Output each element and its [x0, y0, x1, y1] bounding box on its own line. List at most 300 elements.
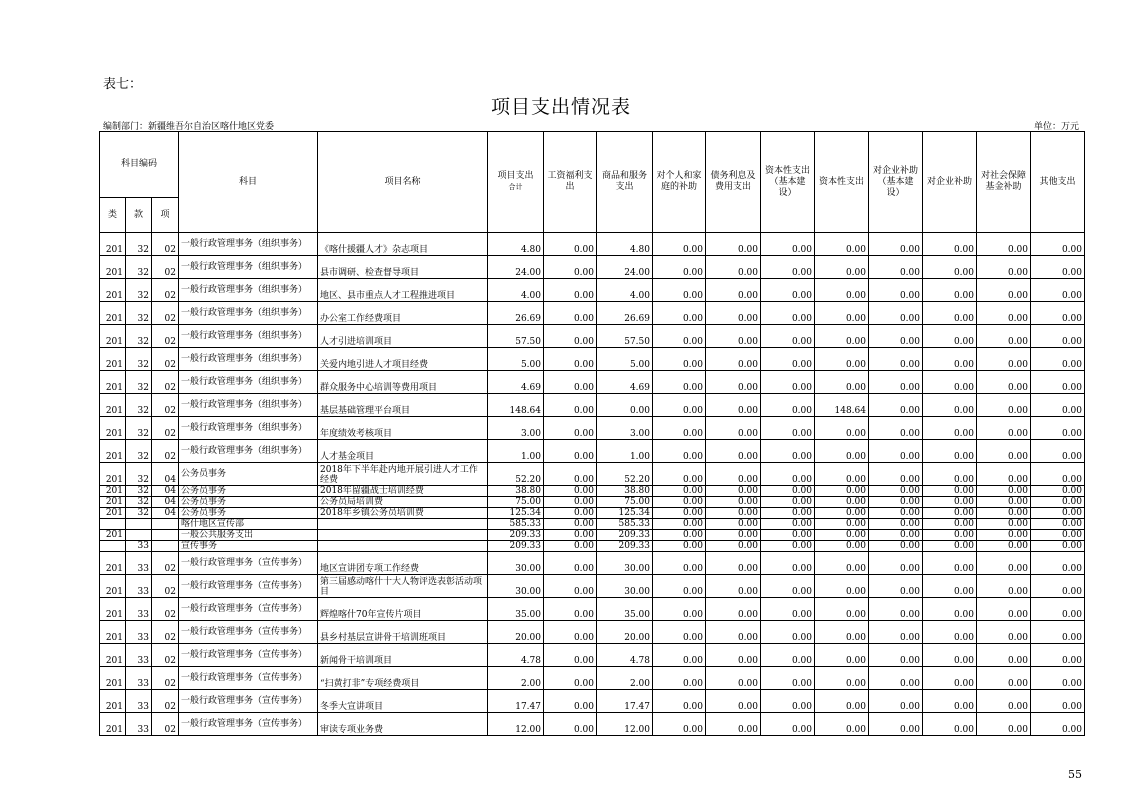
amount-cell: 0.00: [977, 486, 1031, 497]
amount-cell: 0.00: [1031, 486, 1085, 497]
amount-cell: 0.00: [869, 644, 923, 667]
kuan-cell: 32: [126, 417, 152, 440]
amount-cell: 0.00: [815, 667, 869, 690]
amount-cell: 585.33: [597, 519, 653, 530]
amount-cell: 52.20: [597, 463, 653, 486]
amount-cell: 0.00: [544, 713, 597, 736]
amount-cell: 0.00: [977, 256, 1031, 279]
project-name-cell: 人才基金项目: [318, 440, 488, 463]
subject-cell: 一般行政管理事务（组织事务）: [179, 440, 318, 463]
amount-cell: 0.00: [923, 371, 977, 394]
amount-cell: 0.00: [544, 371, 597, 394]
amount-cell: 0.00: [1031, 302, 1085, 325]
table-row: [100, 508, 1085, 519]
lei-cell: 201: [100, 713, 126, 736]
lei-cell: 201: [100, 508, 126, 519]
amount-cell: 30.00: [597, 552, 653, 575]
kuan-cell: 33: [126, 713, 152, 736]
amount-cell: 0.00: [1031, 713, 1085, 736]
amount-cell: 0.00: [977, 508, 1031, 519]
amount-cell: 0.00: [706, 440, 761, 463]
amount-cell: 0.00: [761, 497, 815, 508]
project-name-cell: 新闻骨干培训项目: [318, 644, 488, 667]
lei-cell: 201: [100, 394, 126, 417]
amount-cell: 209.33: [488, 541, 544, 552]
amount-cell: 0.00: [706, 575, 761, 598]
amount-cell: 0.00: [923, 233, 977, 256]
xiang-cell: 02: [152, 233, 179, 256]
xiang-cell: 04: [152, 497, 179, 508]
subject-cell: 一般行政管理事务（组织事务）: [179, 394, 318, 417]
table-row: [100, 713, 1085, 736]
amount-cell: 0.00: [977, 575, 1031, 598]
xiang-cell: 02: [152, 325, 179, 348]
amount-cell: 4.00: [488, 279, 544, 302]
amount-cell: 0.00: [1031, 575, 1085, 598]
amount-cell: 0.00: [761, 486, 815, 497]
amount-cell: 0.00: [706, 541, 761, 552]
amount-cell: 0.00: [544, 598, 597, 621]
amount-cell: 17.47: [597, 690, 653, 713]
amount-cell: 0.00: [977, 348, 1031, 371]
kuan-cell: 32: [126, 463, 152, 486]
amount-cell: 0.00: [544, 508, 597, 519]
project-name-cell: 2018年乡镇公务员培训费: [318, 508, 488, 519]
amount-cell: 0.00: [544, 621, 597, 644]
amount-cell: 0.00: [544, 575, 597, 598]
amount-cell: 0.00: [1031, 621, 1085, 644]
table-row: [100, 417, 1085, 440]
amount-cell: 0.00: [761, 371, 815, 394]
amount-cell: 0.00: [977, 279, 1031, 302]
lei-cell: 201: [100, 256, 126, 279]
amount-cell: 0.00: [653, 530, 706, 541]
amount-cell: 0.00: [1031, 552, 1085, 575]
table-row: [100, 256, 1085, 279]
xiang-cell: 02: [152, 417, 179, 440]
amount-cell: 0.00: [544, 690, 597, 713]
amount-cell: 0.00: [706, 519, 761, 530]
kuan-cell: 32: [126, 302, 152, 325]
amount-cell: 4.78: [597, 644, 653, 667]
lei-cell: 201: [100, 233, 126, 256]
amount-cell: 5.00: [488, 348, 544, 371]
lei-cell: 201: [100, 279, 126, 302]
amount-cell: 0.00: [815, 575, 869, 598]
amount-cell: 0.00: [706, 621, 761, 644]
subject-cell: 一般行政管理事务（宣传事务）: [179, 598, 318, 621]
xiang-cell: 02: [152, 690, 179, 713]
amount-cell: 2.00: [488, 667, 544, 690]
amount-cell: 57.50: [488, 325, 544, 348]
amount-cell: 0.00: [544, 530, 597, 541]
amount-cell: 0.00: [653, 690, 706, 713]
amount-cell: 0.00: [706, 394, 761, 417]
amount-cell: 0.00: [815, 541, 869, 552]
amount-cell: 4.78: [488, 644, 544, 667]
amount-cell: 26.69: [488, 302, 544, 325]
amount-cell: 0.00: [544, 233, 597, 256]
kuan-cell: 33: [126, 552, 152, 575]
amount-cell: 0.00: [706, 279, 761, 302]
amount-cell: 0.00: [653, 621, 706, 644]
amount-cell: 0.00: [815, 519, 869, 530]
kuan-cell: 32: [126, 325, 152, 348]
amount-cell: 0.00: [977, 463, 1031, 486]
amount-cell: 0.00: [653, 598, 706, 621]
amount-cell: 0.00: [923, 486, 977, 497]
total-sub-label: 合计: [508, 183, 523, 191]
amount-cell: 0.00: [653, 279, 706, 302]
xiang-cell: [152, 530, 179, 541]
amount-cell: 52.20: [488, 463, 544, 486]
project-name-cell: 年度绩效考核项目: [318, 417, 488, 440]
amount-cell: 75.00: [488, 497, 544, 508]
amount-cell: 0.00: [923, 621, 977, 644]
amount-cell: 0.00: [761, 713, 815, 736]
subject-cell: 一般行政管理事务（宣传事务）: [179, 621, 318, 644]
amount-cell: 4.69: [488, 371, 544, 394]
amount-cell: 0.00: [761, 598, 815, 621]
amount-cell: 30.00: [597, 575, 653, 598]
amount-cell: 209.33: [597, 530, 653, 541]
subject-cell: 一般行政管理事务（宣传事务）: [179, 690, 318, 713]
amount-cell: 12.00: [597, 713, 653, 736]
subject-cell: 一般行政管理事务（宣传事务）: [179, 575, 318, 598]
table-row: [100, 279, 1085, 302]
amount-cell: 0.00: [544, 541, 597, 552]
amount-cell: 0.00: [653, 325, 706, 348]
amount-cell: 0.00: [815, 325, 869, 348]
amount-cell: 26.69: [597, 302, 653, 325]
enterprise-basic-header: 对企业补助（基本建设）: [869, 132, 923, 233]
lei-cell: 201: [100, 690, 126, 713]
amount-cell: 0.00: [869, 440, 923, 463]
amount-cell: 0.00: [544, 394, 597, 417]
wage-header: 工资福利支出: [544, 132, 597, 233]
amount-cell: 0.00: [1031, 394, 1085, 417]
project-name-cell: “扫黄打非”专项经费项目: [318, 667, 488, 690]
lei-cell: 201: [100, 621, 126, 644]
kuan-cell: 32: [126, 233, 152, 256]
amount-cell: 57.50: [597, 325, 653, 348]
amount-cell: 12.00: [488, 713, 544, 736]
amount-cell: 0.00: [869, 541, 923, 552]
subject-cell: 一般行政管理事务（组织事务）: [179, 302, 318, 325]
amount-cell: 1.00: [488, 440, 544, 463]
kuan-cell: 33: [126, 621, 152, 644]
project-name-header: 项目名称: [318, 132, 488, 233]
amount-cell: 0.00: [923, 302, 977, 325]
department-label: 编制部门：新疆维吾尔自治区喀什地区党委: [103, 122, 275, 132]
table-row: [100, 644, 1085, 667]
subject-cell: 公务员事务: [179, 463, 318, 486]
table-row: [100, 394, 1085, 417]
project-name-cell: 2018年下半年赴内地开展引进人才工作经费: [318, 463, 488, 486]
amount-cell: 0.00: [706, 348, 761, 371]
lei-cell: 201: [100, 575, 126, 598]
amount-cell: 585.33: [488, 519, 544, 530]
amount-cell: 0.00: [1031, 417, 1085, 440]
subject-cell: 公务员事务: [179, 497, 318, 508]
kuan-cell: 33: [126, 690, 152, 713]
xiang-cell: 02: [152, 302, 179, 325]
amount-cell: 0.00: [1031, 541, 1085, 552]
personal-header: 对个人和家庭的补助: [653, 132, 706, 233]
subject-cell: 一般行政管理事务（组织事务）: [179, 256, 318, 279]
amount-cell: 125.34: [597, 508, 653, 519]
amount-cell: 0.00: [1031, 233, 1085, 256]
amount-cell: 0.00: [977, 598, 1031, 621]
amount-cell: 0.00: [869, 667, 923, 690]
subject-cell: 一般行政管理事务（组织事务）: [179, 371, 318, 394]
amount-cell: 0.00: [706, 463, 761, 486]
amount-cell: 0.00: [815, 690, 869, 713]
project-name-cell: 县乡村基层宣讲骨干培训班项目: [318, 621, 488, 644]
amount-cell: 0.00: [869, 486, 923, 497]
amount-cell: 0.00: [923, 279, 977, 302]
amount-cell: 0.00: [869, 690, 923, 713]
amount-cell: 0.00: [923, 575, 977, 598]
table-row: [100, 302, 1085, 325]
amount-cell: 20.00: [597, 621, 653, 644]
project-name-cell: 第三届感动喀什十大人物评选表彰活动项目: [318, 575, 488, 598]
code-group-header: 科目编码: [100, 132, 179, 198]
amount-cell: 0.00: [1031, 690, 1085, 713]
xiang-cell: 02: [152, 667, 179, 690]
kuan-cell: [126, 519, 152, 530]
amount-cell: 0.00: [544, 519, 597, 530]
amount-cell: 0.00: [761, 508, 815, 519]
amount-cell: 3.00: [488, 417, 544, 440]
lei-cell: 201: [100, 497, 126, 508]
amount-cell: 0.00: [869, 519, 923, 530]
kuan-cell: 33: [126, 644, 152, 667]
amount-cell: 0.00: [869, 256, 923, 279]
amount-cell: 0.00: [706, 497, 761, 508]
amount-cell: 0.00: [706, 644, 761, 667]
xiang-cell: 02: [152, 575, 179, 598]
xiang-cell: 02: [152, 256, 179, 279]
amount-cell: 0.00: [653, 256, 706, 279]
amount-cell: 0.00: [977, 552, 1031, 575]
amount-cell: 4.00: [597, 279, 653, 302]
amount-cell: 0.00: [869, 530, 923, 541]
kuan-cell: 32: [126, 440, 152, 463]
subject-cell: 一般行政管理事务（宣传事务）: [179, 667, 318, 690]
amount-cell: 0.00: [923, 667, 977, 690]
kuan-header: 款: [126, 198, 152, 233]
amount-cell: 0.00: [761, 279, 815, 302]
lei-cell: 201: [100, 371, 126, 394]
amount-cell: 0.00: [653, 486, 706, 497]
amount-cell: 0.00: [923, 541, 977, 552]
amount-cell: 0.00: [923, 530, 977, 541]
amount-cell: 0.00: [706, 667, 761, 690]
kuan-cell: 33: [126, 598, 152, 621]
amount-cell: 0.00: [815, 486, 869, 497]
xiang-cell: [152, 541, 179, 552]
amount-cell: 0.00: [706, 530, 761, 541]
amount-cell: 0.00: [1031, 463, 1085, 486]
amount-cell: 0.00: [1031, 497, 1085, 508]
lei-cell: 201: [100, 667, 126, 690]
amount-cell: 0.00: [653, 644, 706, 667]
amount-cell: 0.00: [923, 598, 977, 621]
subject-cell: 一般行政管理事务（组织事务）: [179, 279, 318, 302]
amount-cell: 0.00: [761, 667, 815, 690]
amount-cell: 20.00: [488, 621, 544, 644]
amount-cell: 0.00: [815, 508, 869, 519]
subject-cell: 一般公共服务支出: [179, 530, 318, 541]
amount-cell: 0.00: [869, 417, 923, 440]
kuan-cell: 32: [126, 371, 152, 394]
subject-cell: 公务员事务: [179, 486, 318, 497]
amount-cell: 0.00: [815, 530, 869, 541]
amount-cell: 0.00: [1031, 371, 1085, 394]
total-header: 项目支出 合计: [488, 132, 544, 233]
amount-cell: 0.00: [706, 302, 761, 325]
amount-cell: 0.00: [761, 417, 815, 440]
amount-cell: 0.00: [923, 497, 977, 508]
table-row: [100, 690, 1085, 713]
project-name-cell: 人才引进培训项目: [318, 325, 488, 348]
lei-cell: 201: [100, 463, 126, 486]
amount-cell: 1.00: [597, 440, 653, 463]
lei-cell: 201: [100, 486, 126, 497]
project-name-cell: [318, 541, 488, 552]
amount-cell: 38.80: [597, 486, 653, 497]
amount-cell: 0.00: [977, 325, 1031, 348]
amount-cell: 0.00: [597, 394, 653, 417]
amount-cell: 0.00: [977, 233, 1031, 256]
amount-cell: 0.00: [815, 644, 869, 667]
project-name-cell: 基层基础管理平台项目: [318, 394, 488, 417]
amount-cell: 0.00: [1031, 508, 1085, 519]
lei-cell: 201: [100, 552, 126, 575]
amount-cell: 0.00: [1031, 519, 1085, 530]
amount-cell: 0.00: [653, 575, 706, 598]
amount-cell: 0.00: [706, 233, 761, 256]
subject-cell: 一般行政管理事务（组织事务）: [179, 233, 318, 256]
xiang-cell: 02: [152, 552, 179, 575]
subject-cell: 宣传事务: [179, 541, 318, 552]
subject-cell: 一般行政管理事务（组织事务）: [179, 417, 318, 440]
amount-cell: 0.00: [977, 394, 1031, 417]
table-row: [100, 463, 1085, 486]
amount-cell: 0.00: [1031, 598, 1085, 621]
amount-cell: 35.00: [597, 598, 653, 621]
amount-cell: 0.00: [869, 552, 923, 575]
amount-cell: 0.00: [923, 394, 977, 417]
amount-cell: 0.00: [815, 621, 869, 644]
amount-cell: 0.00: [761, 440, 815, 463]
amount-cell: 0.00: [544, 325, 597, 348]
project-name-cell: [318, 530, 488, 541]
lei-cell: 201: [100, 530, 126, 541]
project-expenditure-table: [99, 131, 1085, 736]
amount-cell: 0.00: [1031, 325, 1085, 348]
amount-cell: 0.00: [977, 302, 1031, 325]
amount-cell: 0.00: [977, 371, 1031, 394]
kuan-cell: 32: [126, 508, 152, 519]
amount-cell: 0.00: [815, 497, 869, 508]
project-name-cell: 办公室工作经费项目: [318, 302, 488, 325]
project-name-cell: 辉煌喀什70年宣传片项目: [318, 598, 488, 621]
amount-cell: 0.00: [923, 519, 977, 530]
page-title: 项目支出情况表: [490, 96, 631, 118]
amount-cell: 0.00: [761, 394, 815, 417]
lei-cell: 201: [100, 644, 126, 667]
kuan-cell: 32: [126, 394, 152, 417]
amount-cell: 0.00: [544, 463, 597, 486]
project-name-cell: 地区、县市重点人才工程推进项目: [318, 279, 488, 302]
subject-cell: 喀什地区宣传部: [179, 519, 318, 530]
amount-cell: 0.00: [815, 552, 869, 575]
amount-cell: 0.00: [815, 440, 869, 463]
amount-cell: 17.47: [488, 690, 544, 713]
project-name-cell: 关爱内地引进人才项目经费: [318, 348, 488, 371]
amount-cell: 0.00: [544, 279, 597, 302]
table-row: [100, 233, 1085, 256]
lei-cell: 201: [100, 598, 126, 621]
amount-cell: 0.00: [815, 598, 869, 621]
table-row: [100, 486, 1085, 497]
amount-cell: 0.00: [815, 279, 869, 302]
amount-cell: 0.00: [923, 440, 977, 463]
xiang-cell: 04: [152, 508, 179, 519]
amount-cell: 0.00: [761, 256, 815, 279]
amount-cell: 0.00: [761, 644, 815, 667]
amount-cell: 0.00: [1031, 279, 1085, 302]
amount-cell: 0.00: [653, 233, 706, 256]
other-header: 其他支出: [1031, 132, 1085, 233]
subject-cell: 一般行政管理事务（宣传事务）: [179, 552, 318, 575]
subject-cell: 一般行政管理事务（宣传事务）: [179, 644, 318, 667]
amount-cell: 0.00: [923, 325, 977, 348]
amount-cell: 0.00: [653, 348, 706, 371]
table-row: [100, 348, 1085, 371]
table-row: [100, 440, 1085, 463]
amount-cell: 0.00: [761, 575, 815, 598]
subject-cell: 一般行政管理事务（组织事务）: [179, 348, 318, 371]
amount-cell: 0.00: [653, 667, 706, 690]
amount-cell: 0.00: [923, 463, 977, 486]
kuan-cell: 33: [126, 541, 152, 552]
amount-cell: 0.00: [815, 348, 869, 371]
social-header: 对社会保障基金补助: [977, 132, 1031, 233]
table-row: [100, 575, 1085, 598]
amount-cell: 0.00: [544, 417, 597, 440]
amount-cell: 0.00: [706, 256, 761, 279]
amount-cell: 2.00: [597, 667, 653, 690]
kuan-cell: 32: [126, 348, 152, 371]
project-name-cell: 群众服务中心培训等费用项目: [318, 371, 488, 394]
kuan-cell: 32: [126, 279, 152, 302]
lei-cell: 201: [100, 325, 126, 348]
amount-cell: 3.00: [597, 417, 653, 440]
project-name-cell: 地区宣讲团专项工作经费: [318, 552, 488, 575]
amount-cell: 0.00: [1031, 644, 1085, 667]
amount-cell: 0.00: [544, 486, 597, 497]
amount-cell: 0.00: [653, 440, 706, 463]
page-number: 55: [1068, 768, 1082, 781]
amount-cell: 0.00: [761, 463, 815, 486]
project-name-cell: 审读专项业务费: [318, 713, 488, 736]
amount-cell: 0.00: [653, 552, 706, 575]
kuan-cell: [126, 530, 152, 541]
amount-cell: 0.00: [923, 690, 977, 713]
